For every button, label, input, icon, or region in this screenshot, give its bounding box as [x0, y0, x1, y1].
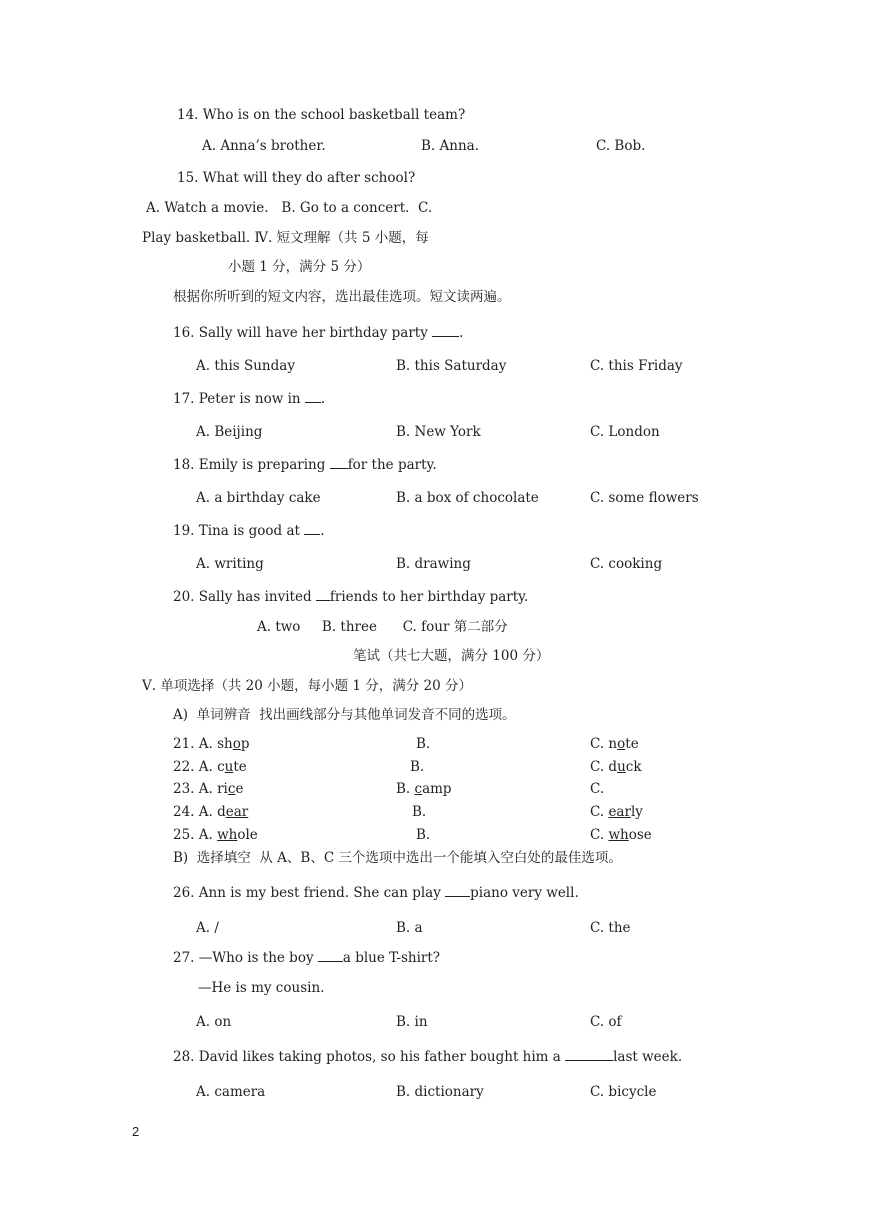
part2-title: 笔试（共七大题，满分 100 分） — [353, 648, 550, 664]
q25-option-c: C. whose — [590, 827, 652, 843]
q19-option-a: A. writing — [196, 556, 264, 572]
q18-stem: 18. Emily is preparing for the party. — [173, 457, 437, 473]
q27-option-a: A. on — [196, 1014, 232, 1030]
q27-stem: 27. —Who is the boy a blue T-shirt? — [173, 950, 441, 966]
q24-option-c: C. early — [590, 804, 643, 820]
q14-option-c: C. Bob. — [596, 138, 646, 154]
q16-option-c: C. this Friday — [590, 358, 683, 374]
page-number: 2 — [132, 1124, 140, 1139]
q26-option-b: B. a — [396, 920, 423, 936]
q19-option-c: C. cooking — [590, 556, 663, 572]
q25-option-a: 25. A. whole — [173, 827, 258, 843]
q23-option-a: 23. A. rice — [173, 781, 244, 797]
q27-response: —He is my cousin. — [198, 980, 325, 996]
q21-option-b: B. — [416, 736, 431, 752]
q18-option-c: C. some flowers — [590, 490, 699, 506]
q19-stem: 19. Tina is good at . — [173, 523, 325, 539]
q22-option-c: C. duck — [590, 759, 642, 775]
q21-option-c: C. note — [590, 736, 639, 752]
q14-option-b: B. Anna. — [421, 138, 479, 154]
q22-option-b: B. — [410, 759, 425, 775]
q28-option-c: C. bicycle — [590, 1084, 657, 1100]
section5-title: Ⅴ. 单项选择（共 20 小题，每小题 1 分，满分 20 分） — [142, 678, 473, 694]
q27-option-c: C. of — [590, 1014, 622, 1030]
q26-option-c: C. the — [590, 920, 631, 936]
q18-option-a: A. a birthday cake — [196, 490, 321, 506]
q14-stem: 14. Who is on the school basketball team? — [177, 107, 466, 123]
q23-option-c: C. — [590, 781, 605, 797]
q23-option-b: B. camp — [396, 781, 452, 797]
q26-stem: 26. Ann is my best friend. She can play piano very well. — [173, 885, 579, 901]
q17-stem: 17. Peter is now in . — [173, 391, 326, 407]
section4-instruction: 根据你所听到的短文内容，选出最佳选项。短文读两遍。 — [173, 289, 511, 305]
q22-option-a: 22. A. cute — [173, 759, 247, 775]
q16-stem: 16. Sally will have her birthday party . — [173, 325, 464, 341]
q28-stem: 28. David likes taking photos, so his father bought him a last week. — [173, 1049, 683, 1065]
q24-option-b: B. — [412, 804, 427, 820]
q18-option-b: B. a box of chocolate — [396, 490, 539, 506]
q16-option-a: A. this Sunday — [196, 358, 295, 374]
q19-option-b: B. drawing — [396, 556, 471, 572]
q14-option-a: A. Anna’s brother. — [202, 138, 326, 154]
q15-options-line2: Play basketball. Ⅳ. 短文理解（共 5 小题，每 — [142, 230, 429, 246]
q16-option-b: B. this Saturday — [396, 358, 507, 374]
q20-options: A. two B. three C. four 第二部分 — [257, 619, 508, 635]
q24-option-a: 24. A. dear — [173, 804, 249, 820]
section-b-instruction: B) 选择填空 从 A、B、C 三个选项中选出一个能填入空白处的最佳选项。 — [173, 850, 622, 866]
q28-option-a: A. camera — [196, 1084, 266, 1100]
q17-option-b: B. New York — [396, 424, 481, 440]
q25-option-b: B. — [416, 827, 431, 843]
q21-option-a: 21. A. shop — [173, 736, 250, 752]
q26-option-a: A. / — [196, 920, 219, 936]
q28-option-b: B. dictionary — [396, 1084, 484, 1100]
section-a-instruction: A) 单词辨音 找出画线部分与其他单词发音不同的选项。 — [173, 707, 516, 723]
q20-stem: 20. Sally has invited friends to her birthday party. — [173, 589, 529, 605]
q17-option-a: A. Beijing — [196, 424, 263, 440]
q15-options-line1: A. Watch a movie. B. Go to a concert. C. — [146, 200, 433, 216]
q27-option-b: B. in — [396, 1014, 428, 1030]
q15-stem: 15. What will they do after school? — [177, 170, 416, 186]
q17-option-c: C. London — [590, 424, 660, 440]
q15-options-line3: 小题 1 分，满分 5 分） — [228, 259, 371, 275]
